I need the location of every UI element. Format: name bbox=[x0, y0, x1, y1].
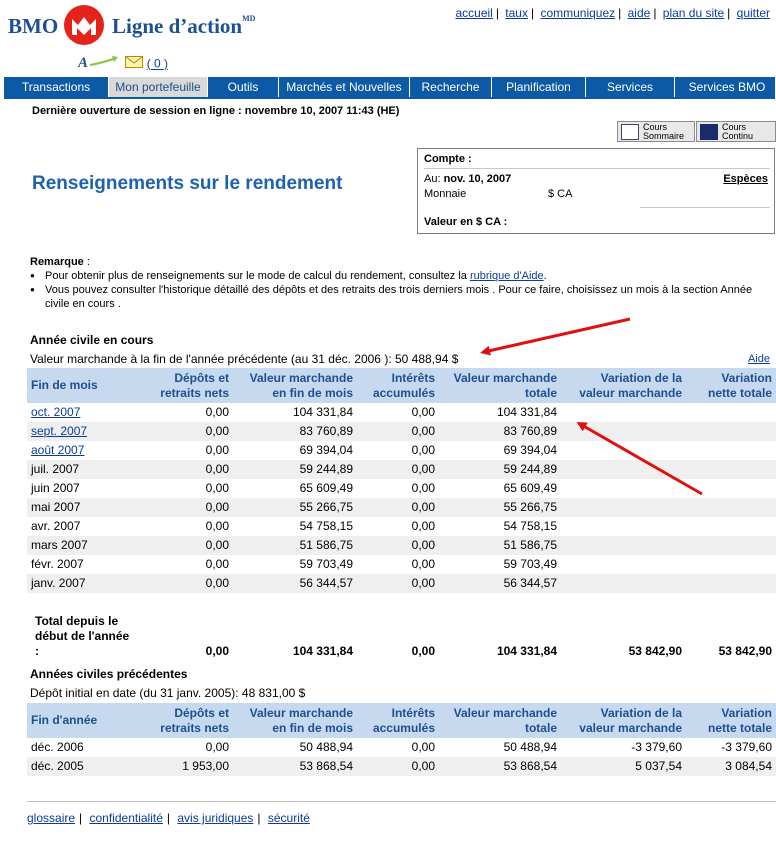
tab-markets-news[interactable]: Marchés et Nouvelles bbox=[279, 77, 410, 97]
cad-value-label: Valeur en $ CA : bbox=[424, 216, 508, 228]
remark-section: Remarque : ● Pour obtenir plus de renseignements sur le mode de calcul du rendement, consultez la rubrique d'Aide. ● Vous pouvez consulter l'historique détaillé des dépôts et des retraits des trois derniers mois . Pour ce faire, choisissez un mois à la section Année civile en cours . bbox=[30, 255, 760, 311]
currency-value: $ CA bbox=[548, 188, 573, 200]
action-arrow-icon bbox=[78, 54, 122, 73]
top-links: accueil | taux | communiquez | aide | plan du site | quitter bbox=[455, 6, 770, 20]
previous-years-heading: Années civiles précédentes bbox=[30, 667, 188, 681]
legal-link[interactable]: avis juridiques bbox=[177, 811, 254, 825]
table-row: août 2007 0,00 69 394,04 0,00 69 394,04 bbox=[31, 443, 557, 457]
current-year-table bbox=[27, 368, 776, 661]
footer-divider bbox=[27, 801, 776, 802]
nav-underline bbox=[4, 97, 775, 99]
tab-transactions[interactable]: Transactions bbox=[4, 77, 109, 97]
total-label-2: début de l'année : bbox=[35, 629, 130, 658]
col-header: Intérêts accumulés bbox=[357, 703, 439, 738]
month-cell: avr. 2007 bbox=[31, 519, 81, 533]
tab-planning[interactable]: Planification bbox=[492, 77, 586, 97]
svg-text:A: A bbox=[78, 55, 89, 70]
main-nav-tabs bbox=[4, 77, 775, 97]
account-label: Compte : bbox=[424, 153, 472, 165]
as-of-label: Au: bbox=[424, 173, 441, 185]
rates-link[interactable]: taux bbox=[505, 6, 528, 20]
security-link[interactable]: sécurité bbox=[267, 811, 310, 825]
table-row: janv. 2007 0,00 56 344,57 0,00 56 344,57 bbox=[27, 574, 776, 593]
sitemap-link[interactable]: plan du site bbox=[662, 6, 725, 20]
month-cell: mars 2007 bbox=[27, 536, 140, 555]
initial-deposit: Dépôt initial en date (du 31 janv. 2005): 48 831,00 $ bbox=[30, 686, 306, 700]
col-header: Variation nette totale bbox=[686, 703, 776, 738]
glossary-link[interactable]: glossaire bbox=[27, 811, 76, 825]
table-row: mars 2007 0,00 51 586,75 0,00 51 586,75 bbox=[27, 536, 776, 555]
quote-streaming-button[interactable] bbox=[696, 121, 776, 142]
col-header: Variation de la valeur marchande bbox=[561, 703, 686, 738]
remark-title: Remarque bbox=[30, 256, 84, 268]
table-row: mai 2007 0,00 55 266,75 0,00 55 266,75 bbox=[27, 498, 776, 517]
account-panel bbox=[417, 148, 775, 234]
brand-bmo-text: BMO bbox=[8, 14, 59, 38]
col-header: Intérêts accumulés bbox=[357, 368, 439, 403]
month-cell: mai 2007 bbox=[27, 498, 140, 517]
table-row: avr. 2007 0,00 54 758,15 0,00 54 758,15 bbox=[27, 517, 776, 536]
table-row: févr. 2007 0,00 59 703,49 0,00 59 703,49 bbox=[27, 555, 776, 574]
col-header: Variation nette totale bbox=[686, 368, 776, 403]
table-row: sept. 2007 0,00 83 760,89 0,00 83 760,89 bbox=[27, 422, 776, 441]
messages-area bbox=[78, 54, 168, 74]
col-header: Dépôts et retraits nets bbox=[140, 703, 233, 738]
messages-count-link[interactable]: ( 0 ) bbox=[146, 56, 169, 71]
help-link[interactable]: aide bbox=[627, 6, 651, 20]
total-row: Total depuis le début de l'année : 0,00 104 331,84 0,00 104 331,84 53 842,90 53 842,90 bbox=[35, 614, 772, 658]
lightning-icon bbox=[700, 124, 718, 140]
remark-item: ● Vous pouvez consulter l'historique détaillé des dépôts et des retraits des trois derniers mois . Pour ce faire, choisissez un mois à la section Année civile en cours . bbox=[45, 283, 760, 311]
col-header: Valeur marchande en fin de mois bbox=[233, 368, 357, 403]
month-link[interactable]: oct. 2007 bbox=[31, 405, 81, 419]
table-row: déc. 2005 1 953,00 53 868,54 0,00 53 868,54 5 037,54 3 084,54 bbox=[27, 757, 776, 776]
month-cell: févr. 2007 bbox=[31, 557, 84, 571]
table-row: déc. 2006 0,00 50 488,94 0,00 50 488,94 -3 379,60 -3 379,60 bbox=[31, 740, 772, 754]
help-link-table[interactable]: Aide bbox=[747, 353, 770, 365]
month-link[interactable]: août 2007 bbox=[31, 443, 85, 457]
month-link[interactable]: sept. 2007 bbox=[31, 424, 88, 438]
logout-link[interactable]: quitter bbox=[736, 6, 770, 20]
tab-services[interactable]: Services bbox=[586, 77, 675, 97]
tab-tools[interactable]: Outils bbox=[208, 77, 279, 97]
as-of-date: nov. 10, 2007 bbox=[443, 173, 512, 185]
help-topic-link[interactable]: rubrique d'Aide bbox=[469, 270, 544, 282]
tab-research[interactable]: Recherche bbox=[410, 77, 492, 97]
privacy-link[interactable]: confidentialité bbox=[89, 811, 163, 825]
bmo-roundel-logo bbox=[64, 5, 104, 45]
col-header: Valeur marchande totale bbox=[439, 368, 561, 403]
arrow-annotation bbox=[484, 319, 630, 352]
chart-icon bbox=[621, 124, 639, 140]
remark-item: ● Pour obtenir plus de renseignements sur le mode de calcul du rendement, consultez la rubrique d'Aide. bbox=[45, 269, 760, 283]
currency-label: Monnaie bbox=[424, 188, 467, 200]
cash-link[interactable]: Espèces bbox=[723, 173, 768, 185]
contact-link[interactable]: communiquez bbox=[540, 6, 616, 20]
last-session-info: Dernière ouverture de session en ligne : novembre 10, 2007 11:43 (HE) bbox=[32, 105, 400, 117]
month-cell: juil. 2007 bbox=[27, 460, 140, 479]
col-header: Valeur marchande en fin de mois bbox=[233, 703, 357, 738]
month-cell: juin 2007 bbox=[31, 481, 80, 495]
current-year-heading: Année civile en cours bbox=[30, 333, 154, 347]
page-title: Renseignements sur le rendement bbox=[32, 173, 343, 194]
prior-year-end-value: Valeur marchande à la fin de l'année précédente (au 31 déc. 2006 ): 50 488,94 $ bbox=[30, 352, 459, 366]
footer-links: glossaire | confidentialité | avis juridiques | sécurité bbox=[27, 811, 310, 825]
quote-summary-label-1: Cours bbox=[643, 121, 668, 132]
tab-portfolio[interactable]: Mon portefeuille bbox=[109, 77, 208, 97]
col-header: Fin d'année bbox=[27, 703, 140, 738]
total-label-1: Total depuis le bbox=[35, 614, 119, 628]
table-row: oct. 2007 0,00 104 331,84 0,00 104 331,84 bbox=[31, 405, 557, 419]
quote-summary-label-2: Sommaire bbox=[643, 130, 685, 141]
col-header: Fin de mois bbox=[27, 368, 140, 403]
quote-summary-button[interactable] bbox=[617, 121, 695, 142]
table-row: juin 2007 0,00 65 609,49 0,00 65 609,49 bbox=[27, 479, 776, 498]
quote-streaming-label-2: Continu bbox=[722, 130, 754, 141]
col-header: Dépôts et retraits nets bbox=[140, 368, 233, 403]
quote-streaming-label-1: Cours bbox=[722, 121, 747, 132]
brand-product-name: Ligne d’action$^{MD}$ bbox=[112, 14, 256, 38]
home-link[interactable]: accueil bbox=[455, 6, 493, 20]
month-cell: janv. 2007 bbox=[27, 574, 140, 593]
mail-icon[interactable] bbox=[125, 56, 143, 71]
col-header: Variation de la valeur marchande bbox=[561, 368, 686, 403]
col-header: Valeur marchande totale bbox=[439, 703, 561, 738]
tab-bmo-services[interactable]: Services BMO bbox=[688, 80, 766, 94]
previous-years-table bbox=[27, 703, 776, 776]
table-row: juil. 2007 0,00 59 244,89 0,00 59 244,89 bbox=[27, 460, 776, 479]
